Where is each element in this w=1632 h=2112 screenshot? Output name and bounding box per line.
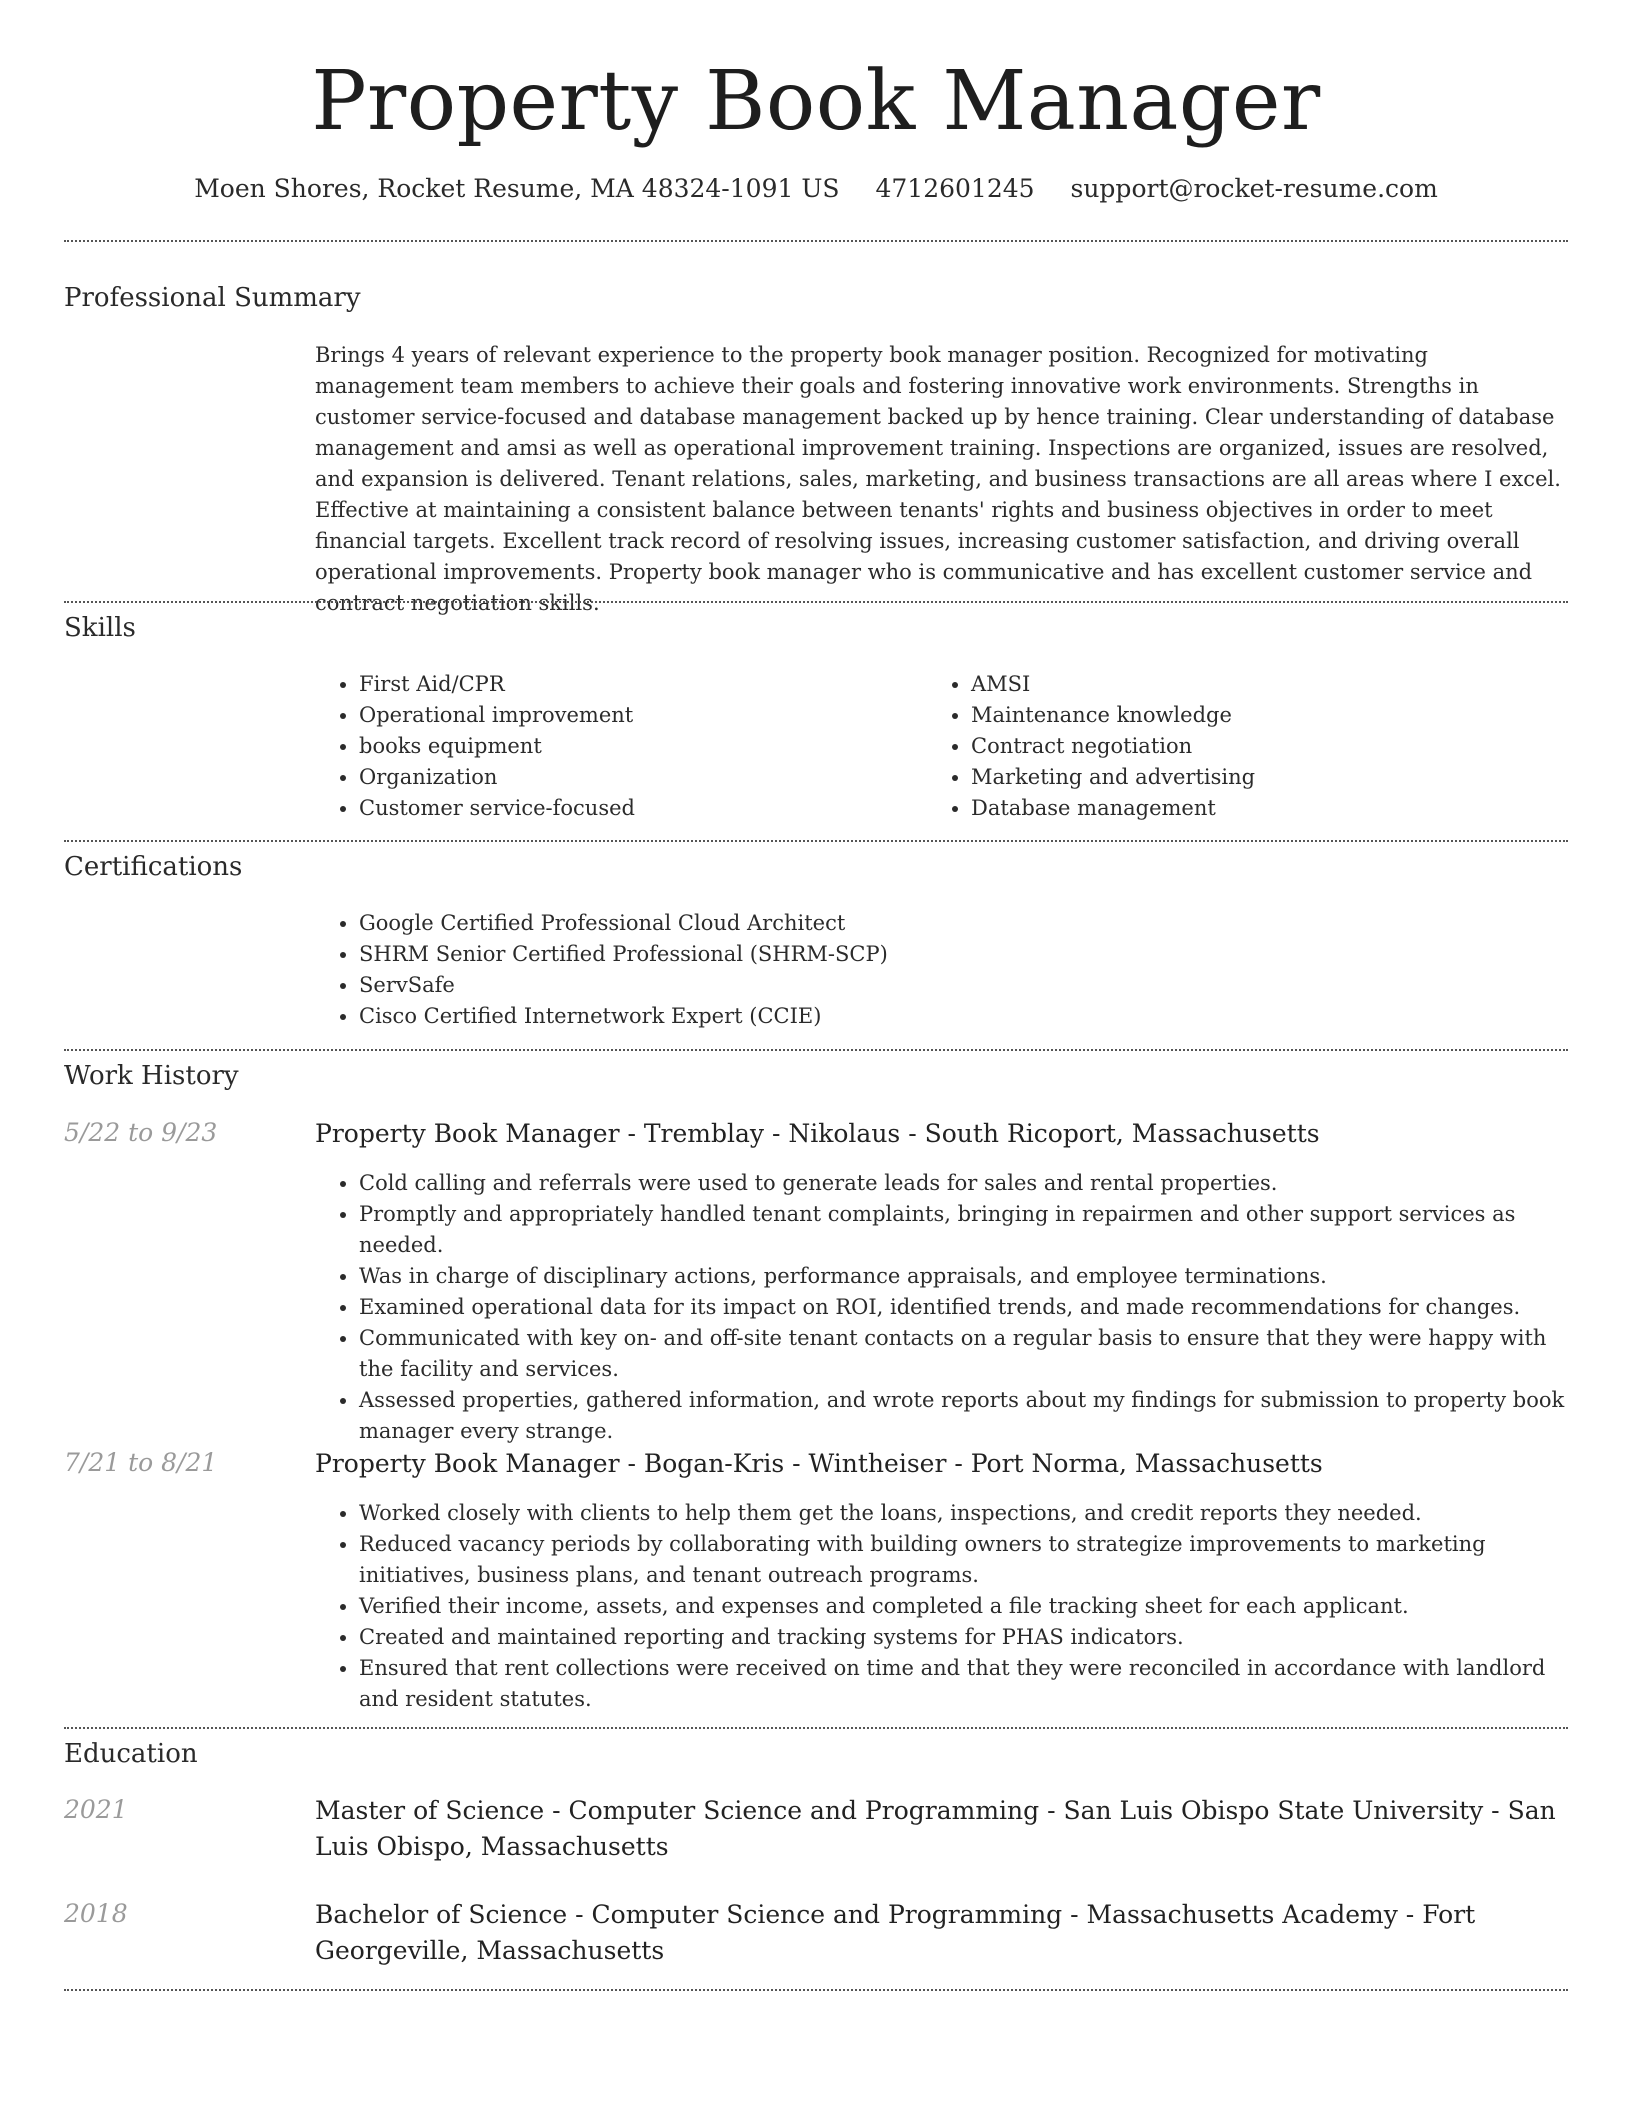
skill-item: • Database management [971,793,1487,824]
job-bullet: • Was in charge of disciplinary actions, performance appraisals, and employee terminations. [359,1261,1568,1292]
skill-item: • Organization [359,762,875,793]
skills-left-list [315,669,875,824]
skill-item: • Operational improvement [359,700,875,731]
job-title: Property Book Manager - Bogan-Kris - Wintheiser - Port Norma, Massachusetts [315,1449,1323,1478]
job-bullet: • Created and maintained reporting and tracking systems for PHAS indicators. [359,1622,1568,1653]
education-year: 2021 [64,1795,128,1824]
contact-line [0,174,1632,203]
section-divider [64,840,1568,842]
job-bullet: • Cold calling and referrals were used to generate leads for sales and rental properties. [359,1168,1568,1199]
skill-item: • Marketing and advertising [971,762,1487,793]
certification-item: • ServSafe [359,970,1568,1001]
job-bullet: • Ensured that rent collections were received on time and that they were reconciled in accordance with landlord and resident statutes. [359,1653,1568,1715]
certifications-list-container [315,908,1568,1032]
education-heading: Education [64,1739,198,1769]
contact-address: Moen Shores, Rocket Resume, MA 48324-1091 US [194,174,840,203]
certification-item: • Google Certified Professional Cloud Architect [359,908,1568,939]
skills-right-column [927,669,1487,824]
education-year: 2018 [64,1899,128,1928]
resume-header [0,0,1632,203]
certification-item: • SHRM Senior Certified Professional (SHRM-SCP) [359,939,1568,970]
job-bullets-container [315,1168,1568,1447]
job-bullet: • Communicated with key on- and off-site tenant contacts on a regular basis to ensure that they were happy with the facility and services. [359,1323,1568,1385]
job-bullet: • Worked closely with clients to help them get the loans, inspections, and credit reports they needed. [359,1498,1568,1529]
skill-item: • books equipment [359,731,875,762]
certification-item: • Cisco Certified Internetwork Expert (CCIE) [359,1001,1568,1032]
skills-left-column [315,669,875,824]
job-bullet: • Examined operational data for its impact on ROI, identified trends, and made recommendations for changes. [359,1292,1568,1323]
education-entry: Master of Science - Computer Science and Programming - San Luis Obispo State University - San Luis Obispo, Massachusetts [315,1796,1556,1861]
job-dates: 7/21 to 8/21 [64,1448,218,1477]
skill-item: • Customer service-focused [359,793,875,824]
section-divider [64,240,1568,242]
section-divider [64,1049,1568,1051]
summary-text: Brings 4 years of relevant experience to the property book manager position. Recognized for motivating management team members to achieve their goals and fostering innovative work environments. Strengths in customer service-focused and database management backed up by hence training. Clear understanding of database management and amsi as well as operational improvement training. Inspections are organized, issues are resolved, and expansion is delivered. Tenant relations, sales, marketing, and business transactions are all areas where I excel. Effective at maintaining a consistent balance between tenants' rights and business objectives in order to meet financial targets. Excellent track record of resolving issues, increasing customer satisfaction, and driving overall operational improvements. Property book manager who is communicative and has excellent customer service and contract negotiation skills. [315,343,1561,615]
job-bullet: • Verified their income, assets, and expenses and completed a file tracking sheet for each applicant. [359,1591,1568,1622]
summary-heading: Professional Summary [64,283,361,313]
section-divider [64,601,1568,603]
job-dates: 5/22 to 9/23 [64,1118,218,1147]
candidate-name: Property Book Manager [311,54,1321,149]
section-divider [64,1727,1568,1729]
certifications-list [315,908,1568,1032]
job-bullet: • Promptly and appropriately handled tenant complaints, bringing in repairmen and other support services as needed. [359,1199,1568,1261]
skill-item: • AMSI [971,669,1487,700]
skill-item: • Maintenance knowledge [971,700,1487,731]
job-bullet: • Assessed properties, gathered information, and wrote reports about my findings for submission to property book manager every strange. [359,1385,1568,1447]
job-bullets [315,1168,1568,1447]
job-title: Property Book Manager - Tremblay - Nikolaus - South Ricoport, Massachusetts [315,1119,1320,1148]
contact-phone: 4712601245 [875,174,1035,203]
skills-heading: Skills [64,613,136,643]
education-entry: Bachelor of Science - Computer Science and Programming - Massachusetts Academy - Fort Georgeville, Massachusetts [315,1900,1476,1965]
job-bullets-container [315,1498,1568,1715]
skill-item: • First Aid/CPR [359,669,875,700]
skills-right-list [927,669,1487,824]
work-history-heading: Work History [64,1061,239,1091]
job-bullets [315,1498,1568,1715]
certifications-heading: Certifications [64,852,243,882]
job-bullet: • Reduced vacancy periods by collaborating with building owners to strategize improvements to marketing initiatives, business plans, and tenant outreach programs. [359,1529,1568,1591]
contact-email[interactable]: support@rocket-resume.com [1070,174,1438,203]
skill-item: • Contract negotiation [971,731,1487,762]
section-divider [64,1989,1568,1991]
